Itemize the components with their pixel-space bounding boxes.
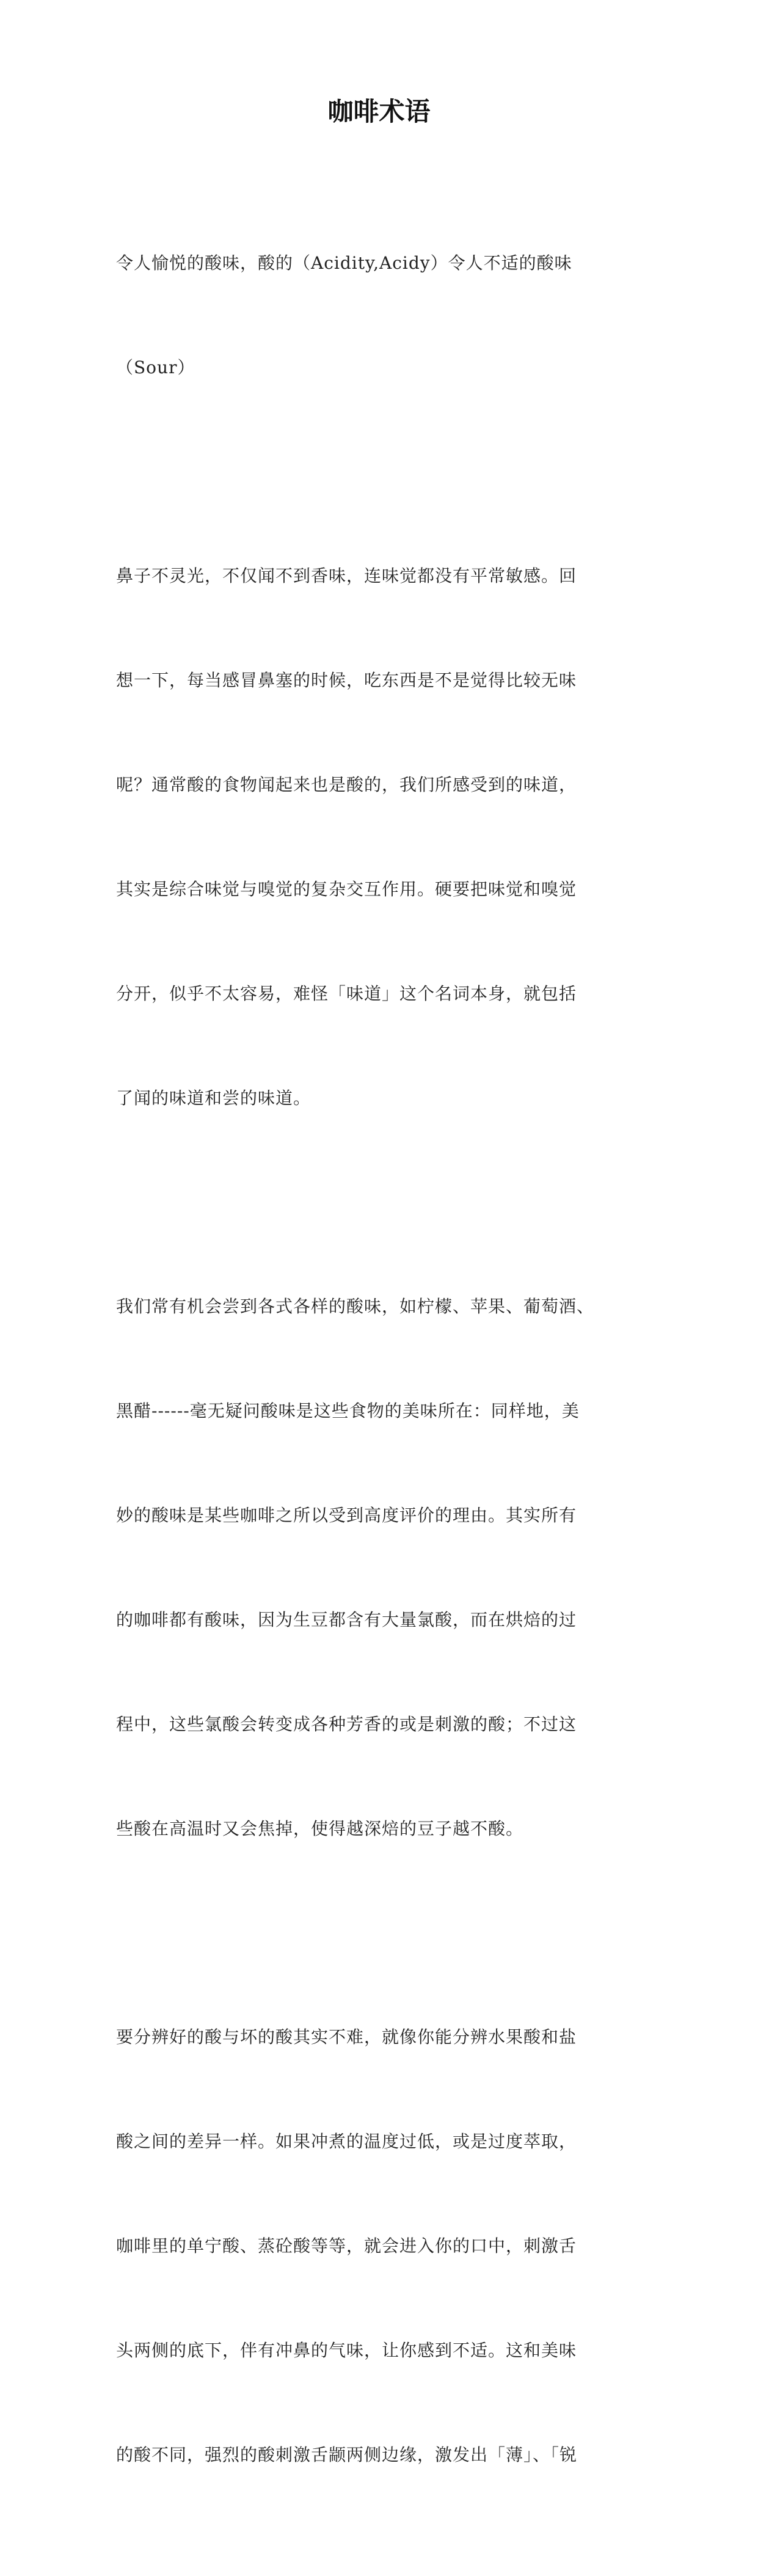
text-line: （Sour） bbox=[116, 357, 195, 378]
document-body bbox=[116, 176, 645, 2576]
text-line: 些酸在高温时又会焦掉，使得越深焙的豆子越不酸。 bbox=[116, 1819, 524, 1839]
paragraph-acidity-definition bbox=[116, 176, 645, 454]
text-line: 的酸不同，强烈的酸刺激舌颛两侧边缘，激发出「薄」、「锐 bbox=[116, 2445, 578, 2465]
paragraph-coffee-acidity bbox=[116, 1219, 645, 1916]
text-line: 令人愉悦的酸味，酸的（Acidity,Acidy）令人不适的酸味 bbox=[116, 253, 572, 273]
text-line: 我们常有机会尝到各式各样的酸味，如柠檬、苹果、葡萄酒、 bbox=[116, 1296, 595, 1316]
text-line: 黑醋------毫无疑问酸味是这些食物的美味所在：同样地，美 bbox=[116, 1401, 580, 1421]
text-line: 酸之间的差异一样。如果冲煮的温度过低，或是过度萃取， bbox=[116, 2131, 577, 2151]
paragraph-good-vs-bad-acid bbox=[116, 1950, 645, 2542]
text-line: 了闻的味道和尝的味道。 bbox=[116, 1088, 312, 1108]
document-title: 咖啡术语 bbox=[327, 97, 431, 126]
text-line: 程中，这些氯酸会转变成各种芳香的或是刺激的酸；不过这 bbox=[116, 1714, 577, 1734]
text-line: 鼻子不灵光，不仅闻不到香味，连味觉都没有平常敏感。回 bbox=[116, 566, 577, 586]
text-line: 呢？通常酸的食物闻起来也是酸的，我们所感受到的味道， bbox=[116, 775, 577, 795]
text-line: 分开，似乎不太容易，难怪「味道」这个名词本身，就包括 bbox=[116, 983, 577, 1004]
text-line: 的咖啡都有酸味，因为生豆都含有大量氯酸，而在烘焙的过 bbox=[116, 1610, 577, 1630]
text-line: 要分辨好的酸与坏的酸其实不难，就像你能分辨水果酸和盐 bbox=[116, 2027, 577, 2047]
text-line: 想一下，每当感冒鼻塞的时候，吃东西是不是觉得比较无味 bbox=[116, 670, 577, 690]
paragraph-taste-and-smell bbox=[116, 489, 645, 1185]
text-line: 妙的酸味是某些咖啡之所以受到高度评价的理由。其实所有 bbox=[116, 1505, 577, 1525]
text-line: 其实是综合味觉与嗅觉的复杂交互作用。硬要把味觉和嗅觉 bbox=[116, 879, 577, 899]
text-line: 头两侧的底下，伴有冲鼻的气味，让你感到不适。这和美味 bbox=[116, 2340, 577, 2360]
text-line: 咖啡里的单宁酸、蒸砼酸等等，就会进入你的口中，刺激舌 bbox=[116, 2236, 577, 2256]
